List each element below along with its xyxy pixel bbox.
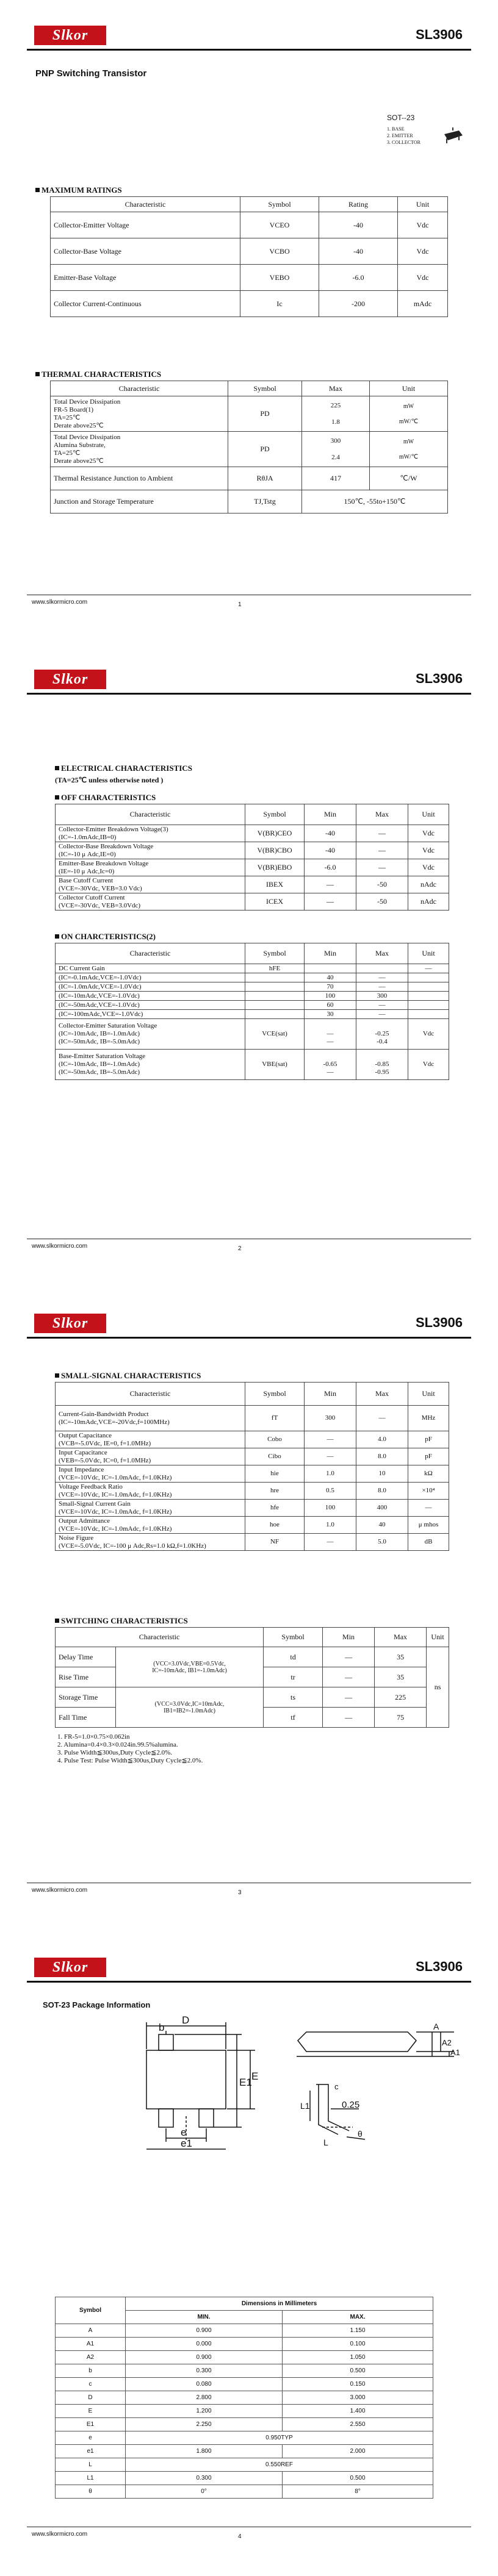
table-row: Output Admittance (VCE=-10Vdc, IC=-1.0mAdc, f=1.0KHz) hoe 1.0 40 μ mhos [56, 1517, 449, 1534]
label-A2: A2 [442, 2038, 452, 2047]
table-row: Total Device Dissipation FR-5 Board(1) TA=25℃ Derate above25℃ PD 225 1.8 mW mW/℃ [51, 396, 448, 432]
pin-1: 1. BASE [387, 126, 405, 132]
page-3 [0, 1288, 498, 1932]
page-header [27, 22, 471, 46]
table-row: Small-Signal Current Gain (VCE=-10Vdc, IC=-1.0mAdc, f=1.0KHz) hfe 100 400 — [56, 1500, 449, 1517]
col-rating: Rating [319, 197, 398, 212]
label-E1: E1 [239, 2077, 252, 2088]
page-number: 3 [238, 1889, 242, 1896]
part-number: SL3906 [415, 1315, 463, 1330]
table-row: e 0.950TYP [56, 2431, 433, 2445]
label-L1: L1 [300, 2101, 310, 2111]
brand-logo: Slkor [34, 670, 106, 689]
package-top-view-drawing [122, 2012, 269, 2159]
table-row: E 1.200 1.400 [56, 2405, 433, 2418]
table-row: Collector-Emitter Breakdown Voltage(3) (IC=-1.0mAdc,IB=0) V(BR)CEO -40 — Vdc [56, 825, 449, 842]
table-row: θ 0° 8° [56, 2485, 433, 2499]
footer-url[interactable]: www.slkormicro.com [32, 599, 88, 606]
page-number: 2 [238, 1245, 242, 1252]
page-header [27, 1310, 471, 1334]
section-max-ratings: MAXIMUM RATINGS [35, 185, 122, 195]
brand-logo: Slkor [34, 26, 106, 45]
table-row: Output Capacitance (VCB=-5.0Vdc, IE=0, f=1.0MHz) Cobo — 4.0 pF [56, 1431, 449, 1448]
electrical-conditions: (TA=25℃ unless otherwise noted ) [55, 776, 164, 784]
footer-url[interactable]: www.slkormicro.com [32, 2531, 88, 2538]
table-row: Emitter-Base Breakdown Voltage (IE=-10 μ Adc,Ic=0) V(BR)EBO -6.0 — Vdc [56, 859, 449, 876]
table-row: Input Capacitance (VEB=-5.0Vdc, IC=0, f=1.0MHz) Cibo — 8.0 pF [56, 1448, 449, 1465]
label-e: e [181, 2127, 187, 2138]
table-row: A1 0.000 0.100 [56, 2338, 433, 2351]
col-unit: Unit [398, 197, 448, 212]
col-symbol: Symbol [240, 197, 319, 212]
page-number: 1 [238, 601, 242, 608]
table-row: Noise Figure (VCE=-5.0Vdc, IC=-100 μ Adc,Rs=1.0 kΩ,f=1.0KHz) NF — 5.0 dB [56, 1534, 449, 1551]
package-info-title: SOT-23 Package Information [43, 2000, 151, 2009]
label-theta: θ [358, 2129, 363, 2139]
table-row: Delay Time (VCC=3.0Vdc,VBE=0.5Vdc, IC=-10mAdc, IB1=-1.0mAdc) td — 35 ns [56, 1647, 449, 1667]
page-4 [0, 1932, 498, 2576]
table-row: Thermal Resistance Junction to Ambient RθJA 417 ℃/W [51, 467, 448, 490]
table-row: A2 0.900 1.050 [56, 2351, 433, 2364]
on-characteristics-table: Characteristic Symbol Min Max Unit DC Current Gain hFE — (IC=-0.1mAdc,VCE=-1.0Vdc) 40 — (IC=-1.0mAdc,VCE=-1.0Vdc) 70 — (IC=-10mAdc,VCE=-1.0Vdc) 100 300 (IC=-50mAdc,VCE=-1.0Vdc) 60 — (IC=-100mAdc,VCE=-1.0Vdc) 30 — Collector-Emitter Saturation Voltage (IC=-10mAdc, IB=-1.0mAdc) (IC=-50mAdc, IB=-5.0mAdc) VCE(sat) — — -0.25 -0.4 Vdc Base-Emitter Saturation Voltage (IC=-10mAdc, IB=-1.0mAdc) (IC=-50mAdc, IB=-5.0mAdc) VBE(sat) -0.65 — -0.85 -0.95 Vdc [55, 943, 449, 1080]
table-row: (IC=-0.1mAdc,VCE=-1.0Vdc) 40 — [56, 973, 449, 982]
table-row: (IC=-50mAdc,VCE=-1.0Vdc) 60 — [56, 1001, 449, 1010]
header-rule [27, 49, 471, 51]
table-row: E1 2.250 2.550 [56, 2418, 433, 2431]
table-row: b 0.300 0.500 [56, 2364, 433, 2378]
part-number: SL3906 [415, 1959, 463, 1974]
table-row: Input Impedance (VCE=-10Vdc, IC=-1.0mAdc, f=1.0KHz) hie 1.0 10 kΩ [56, 1465, 449, 1483]
label-L: L [323, 2138, 328, 2147]
package-name: SOT--23 [387, 113, 415, 122]
max-ratings-table [50, 196, 448, 317]
table-row: Collector-Emitter Saturation Voltage (IC=-10mAdc, IB=-1.0mAdc) (IC=-50mAdc, IB=-5.0mAdc) VCE(sat) — — -0.25 -0.4 Vdc [56, 1019, 449, 1050]
label-gauge: 0.25 [342, 2100, 360, 2110]
part-number: SL3906 [415, 671, 463, 686]
header-rule [27, 1981, 471, 1983]
page-1 [0, 0, 498, 644]
off-characteristics-table: Characteristic Symbol Min Max Unit Collector-Emitter Breakdown Voltage(3) (IC=-1.0mAdc,IB=0) V(BR)CEO -40 — Vdc Collector-Base Breakdown Voltage (IC=-10 μ Adc,IE=0) V(BR)CBO -40 — Vdc Emitter-Base Breakdown Voltage (IE=-10 μ Adc,Ic=0) V(BR)EBO -6.0 — Vdc Base Cutoff Current (VCE=-30Vdc, VEB=3.0 Vdc) IBEX — -50 nAdc Collector Cutoff Current (VCE=-30Vdc, VEB=3.0Vdc) ICEX — -50 nAdc [55, 804, 449, 911]
label-E: E [251, 2070, 259, 2082]
table-row: L1 0.300 0.500 [56, 2472, 433, 2485]
doc-title: PNP Switching Transistor [35, 68, 147, 79]
sot23-package-icon [441, 127, 465, 145]
package-side-view-drawing [286, 2017, 469, 2158]
table-row: D 2.800 3.000 [56, 2391, 433, 2405]
label-A1: A1 [450, 2048, 460, 2057]
brand-logo: Slkor [34, 1314, 106, 1333]
switching-table: Characteristic Symbol Min Max Unit Delay Time (VCC=3.0Vdc,VBE=0.5Vdc, IC=-10mAdc, IB1=-1.0mAdc) td — 35 ns Rise Time tr — 35 Storage Time (VCC=3.0Vdc,IC=10mAdc, IB1=IB2=-1.0mAdc) ts — 225 Fall Time tf — 75 [55, 1627, 449, 1728]
label-b: b [159, 2022, 165, 2033]
table-row: Collector Cutoff Current (VCE=-30Vdc, VEB=3.0Vdc) ICEX — -50 nAdc [56, 893, 449, 911]
table-row: L 0.550REF [56, 2458, 433, 2472]
section-switching: SWITCHING CHARACTERISTICS [55, 1616, 188, 1626]
table-row: DC Current Gain hFE — [56, 964, 449, 973]
table-row: A 0.900 1.150 [56, 2324, 433, 2338]
table-row: Junction and Storage Temperature TJ,Tstg 150℃, -55to+150℃ [51, 490, 448, 513]
table-row: Total Device Dissipation Alumina Substrate, TA=25℃ Derate above25℃ PD 300 2.4 mW mW/℃ [51, 432, 448, 467]
footer-url[interactable]: www.slkormicro.com [32, 1887, 88, 1894]
table-row: Collector-Base Breakdown Voltage (IC=-10 μ Adc,IE=0) V(BR)CBO -40 — Vdc [56, 842, 449, 859]
thermal-table: Characteristic Symbol Max Unit Total Device Dissipation FR-5 Board(1) TA=25℃ Derate above25℃ PD 225 1.8 mW mW/℃ Total Device Dissipation Alumina Substrate, TA=25℃ Derate above25℃ PD 300 2.4 mW mW/℃ Thermal Resistance Junction to Ambient RθJA 417 ℃/W Junction and Storage Temperature TJ,Tstg 150℃, -55to+150℃ [50, 381, 448, 513]
header-rule [27, 1337, 471, 1339]
table-row: Current-Gain-Bandwidth Product (IC=-10mAdc,VCE=-20Vdc,f=100MHz) fT 300 — MHz [56, 1406, 449, 1431]
section-small-signal: SMALL-SIGNAL CHARACTERISTICS [55, 1371, 201, 1381]
header-rule [27, 693, 471, 695]
table-row: c 0.080 0.150 [56, 2378, 433, 2391]
table-row: Storage Time (VCC=3.0Vdc,IC=10mAdc, IB1=IB2=-1.0mAdc) ts — 225 [56, 1687, 449, 1708]
page-number: 4 [238, 2533, 242, 2540]
part-number: SL3906 [415, 27, 463, 42]
table-row: Rise Time tr — 35 [56, 1667, 449, 1687]
table-row: Collector-Emitter Voltage VCEO -40 Vdc [51, 212, 448, 238]
table-row: Base-Emitter Saturation Voltage (IC=-10mAdc, IB=-1.0mAdc) (IC=-50mAdc, IB=-5.0mAdc) VBE(sat) -0.65 — -0.85 -0.95 Vdc [56, 1050, 449, 1080]
table-row: e1 1.800 2.000 [56, 2445, 433, 2458]
small-signal-table: Characteristic Symbol Min Max Unit Current-Gain-Bandwidth Product (IC=-10mAdc,VCE=-20Vdc,f=100MHz) fT 300 — MHz Output Capacitance (VCB=-5.0Vdc, IE=0, f=1.0MHz) Cobo — 4.0 pF Input Capacitance (VEB=-5.0Vdc, IC=0, f=1.0MHz) Cibo — 8.0 pF Input Impedance (VCE=-10Vdc, IC=-1.0mAdc, f=1.0KHz) hie 1.0 10 kΩ Voltage Feedback Ratio (VCE=-10Vdc, IC=-1.0mAdc, f=1.0KHz) hre 0.5 8.0 ×10⁴ Small-Signal Current Gain (VCE=-10Vdc, IC=-1.0mAdc, f=1.0KHz) hfe 100 400 — Output Admittance (VCE=-10Vdc, IC=-1.0mAdc, f=1.0KHz) hoe 1.0 40 μ mhos Noise Figure (VCE=-5.0Vdc, IC=-100 μ Adc,Rs=1.0 kΩ,f=1.0KHz) NF — 5.0 dB [55, 1382, 449, 1551]
section-thermal: THERMAL CHARACTERISTICS [35, 370, 161, 379]
brand-logo: Slkor [34, 1958, 106, 1977]
table-row: Collector-Base Voltage VCBO -40 Vdc [51, 238, 448, 265]
page-header [27, 1954, 471, 1978]
table-row: Voltage Feedback Ratio (VCE=-10Vdc, IC=-1.0mAdc, f=1.0KHz) hre 0.5 8.0 ×10⁴ [56, 1483, 449, 1500]
section-off: OFF CHARACTERISTICS [55, 793, 156, 803]
page-header [27, 666, 471, 690]
table-row: (IC=-10mAdc,VCE=-1.0Vdc) 100 300 [56, 992, 449, 1001]
label-e1: e1 [181, 2138, 192, 2149]
label-A: A [433, 2022, 439, 2031]
footer-url[interactable]: www.slkormicro.com [32, 1243, 88, 1250]
table-row: Base Cutoff Current (VCE=-30Vdc, VEB=3.0 Vdc) IBEX — -50 nAdc [56, 876, 449, 893]
table-row: (IC=-100mAdc,VCE=-1.0Vdc) 30 — [56, 1010, 449, 1019]
page-2 [0, 644, 498, 1288]
table-row: Collector Current-Continuous Ic -200 mAdc [51, 291, 448, 317]
table-row: Fall Time tf — 75 [56, 1708, 449, 1728]
label-c: c [334, 2082, 339, 2091]
section-electrical: ELECTRICAL CHARACTERISTICS [55, 764, 192, 773]
dimensions-table: Symbol Dimensions in Millimeters MIN. MAX. A 0.900 1.150 A1 0.000 0.100 A2 0.900 1.050 b 0.300 0.500 c 0.080 0.150 D 2.800 3.000 E 1.200 1.400 E1 2.250 2.550 e 0.950TYP e1 1.800 2.000 L 0.550REF L1 0.300 0.500 θ 0° 8° [55, 2297, 433, 2499]
section-on: ON CHARCTERISTICS(2) [55, 932, 156, 942]
col-characteristic: Characteristic [51, 197, 240, 212]
notes-list: 1. FR-5=1.0×0.75×0.062in 2. Alumina=0.4×0.3×0.024in.99.5%alumina. 3. Pulse Width≦300us,Duty Cycle≦2.0%. 4. Pulse Test: Pulse Width≦300us,Duty Cycle≦2.0%. [57, 1733, 203, 1764]
table-row: Emitter-Base Voltage VEBO -6.0 Vdc [51, 265, 448, 291]
pin-list [387, 126, 420, 146]
pin-2: 2. EMITTER [387, 133, 413, 138]
label-D: D [182, 2014, 190, 2026]
pin-3: 3. COLLECTOR [387, 140, 420, 145]
table-row: (IC=-1.0mAdc,VCE=-1.0Vdc) 70 — [56, 982, 449, 992]
